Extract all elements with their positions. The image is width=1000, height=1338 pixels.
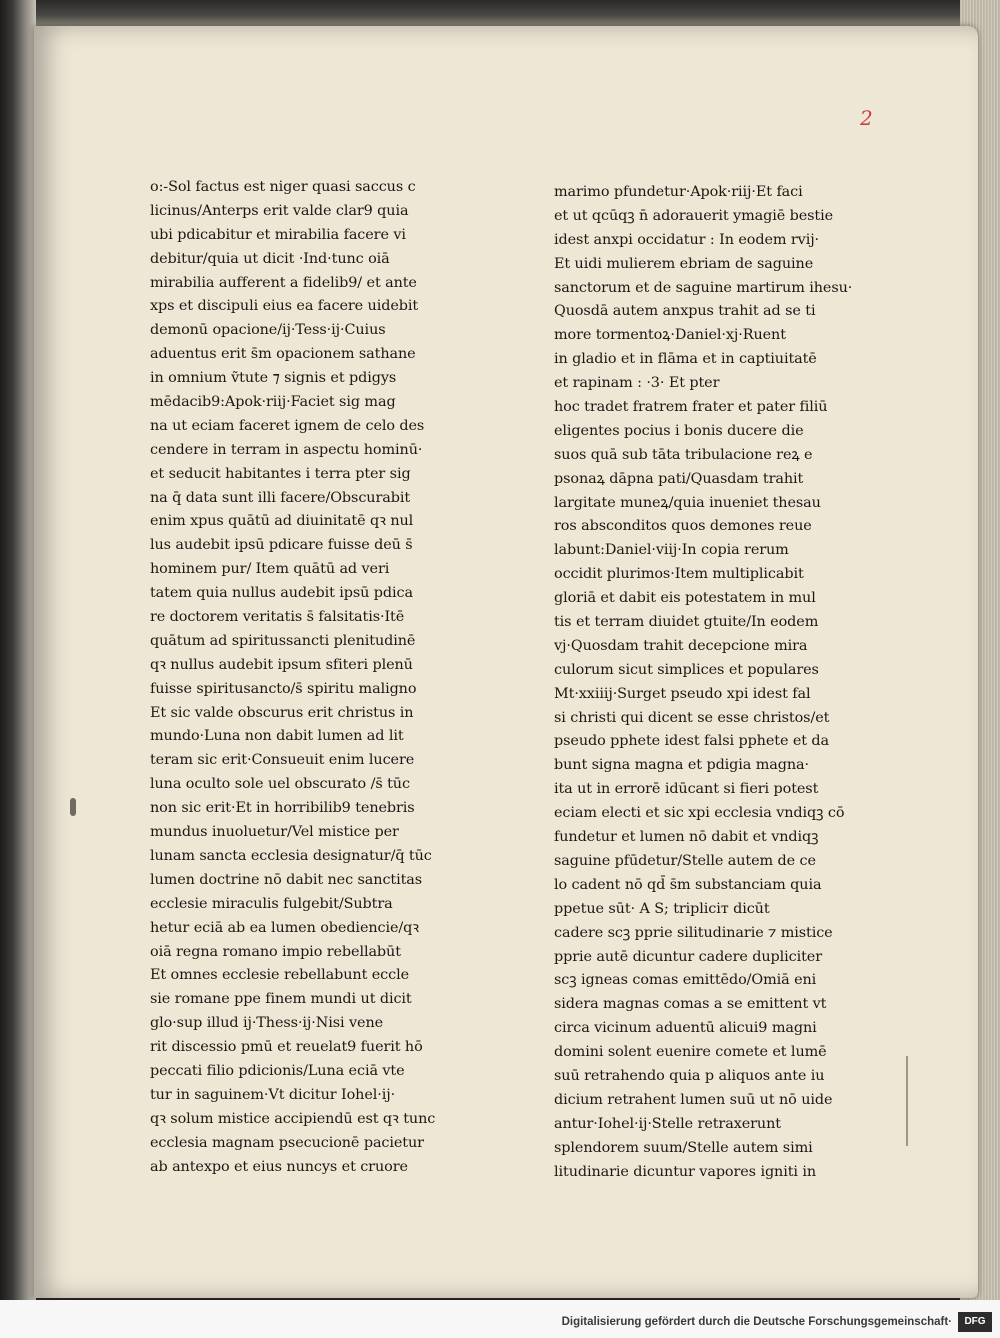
text-line-left: xps et discipuli eius ea facere uidebit xyxy=(150,298,419,315)
text-line-right: sidera magnas comas a se emittent vt xyxy=(554,996,827,1013)
text-line-left: mēdacib9:Apok·riij·Faciet sig mag xyxy=(150,394,396,411)
text-line-right: more tormentoꝝ·Daniel·xj·Ruent xyxy=(554,327,786,344)
text-line-left: glo·sup illud ij·Thess·ij·Nisi vene xyxy=(150,1015,384,1032)
text-line-right: psonaꝝ dāpna pati/Quasdam trahit xyxy=(554,470,804,487)
text-line-right: litudinarie dicuntur vapores igniti in xyxy=(554,1163,817,1180)
text-line-right: suū retrahendo quia p aliquos ante iu xyxy=(554,1067,825,1084)
text-line-right: fundetur et lumen nō dabit et vndiqꝫ xyxy=(554,829,819,846)
text-line-left: hominem pur/ Item quātū ad veri xyxy=(150,561,390,578)
text-line-right: ppetue sūt· A S; tripliciт dicūt xyxy=(554,900,770,917)
text-line-right: saguine pfūdetur/Stelle autem de ce xyxy=(554,852,816,869)
text-line-right: eligentes pocius i bonis ducere die xyxy=(554,422,804,439)
text-line-left: qꝛ solum mistice accipiendū est qꝛ tunc xyxy=(150,1110,436,1127)
text-line-left: ecclesie miraculis fulgebit/Subtra xyxy=(150,895,393,912)
text-line-right: occidit plurimos·Item multiplicabit xyxy=(554,566,804,583)
footer-credit: Digitalisierung gefördert durch die Deutsche Forschungsgemeinschaft· xyxy=(561,1316,952,1328)
text-line-left: non sic erit·Et in horribilib9 tenebris xyxy=(150,800,415,817)
text-line-right: Mt·xxiiij·Surget pseudo xpi idest fal xyxy=(554,685,811,702)
text-line-right: et ut qcūqꝫ n̄ adorauerit ymagiē bestie xyxy=(554,207,834,224)
text-line-right: gloriā et dabit eis potestatem in mul xyxy=(554,590,816,607)
dfg-logo: DFG xyxy=(958,1312,992,1332)
digitization-footer xyxy=(0,1300,1000,1338)
text-line-right: labunt:Daniel·viij·In copia rerum xyxy=(554,542,789,559)
text-line-left: demonū opacione/ij·Tess·ij·Cuius xyxy=(150,322,386,339)
text-line-left: na q̄ data sunt illi facere/Obscurabit xyxy=(150,489,411,506)
text-line-right: suos quā sub tāta tribulacione reꝝ e xyxy=(554,446,813,463)
text-line-right: eciam electi et sic xpi ecclesia vndiqꝫ cō xyxy=(554,805,845,822)
text-line-right: dicium retrahent lumen suū ut nō uide xyxy=(554,1091,833,1108)
text-line-right: tis et terram diuidet gtuite/In eodem xyxy=(554,614,819,631)
text-line-right: largitate muneꝝ/quia inueniet thesau xyxy=(554,494,821,511)
text-line-left: debitur/quia ut dicit ·Ind·tunc oiā xyxy=(150,250,390,267)
text-line-right: ros absconditos quos demones reue xyxy=(554,518,812,535)
text-line-left: lus audebit ipsū pdicare fuisse deū s̄ xyxy=(150,537,413,554)
text-line-left: tatem quia nullus audebit ipsū pdica xyxy=(150,585,413,602)
text-line-right: vj·Quosdam trahit decepcione mira xyxy=(554,637,808,654)
text-line-left: mirabilia aufferent a fidelib9/ et ante xyxy=(150,274,417,291)
left-text-column xyxy=(150,176,482,1179)
text-line-right: domini solent euenire comete et lumē xyxy=(554,1044,827,1061)
text-line-right: sanctorum et de saguine martirum ihesu· xyxy=(554,279,853,296)
text-line-left: quātum ad spiritussancti plenitudinē xyxy=(150,632,416,649)
text-line-right: scꝫ igneas comas emittēdo/Omiā eni xyxy=(554,972,817,989)
text-line-right: si christi qui dicent se esse christos/et xyxy=(554,709,830,726)
margin-ink-mark xyxy=(70,798,76,816)
text-line-left: oiā regna romano impio rebellabūt xyxy=(150,943,401,960)
text-line-right: et rapinam : ·3· Et pter xyxy=(554,375,720,392)
text-line-left: Et omnes ecclesie rebellabunt eccle xyxy=(150,967,410,984)
text-line-right: splendorem suum/Stelle autem simi xyxy=(554,1139,813,1156)
text-line-right: pprie autē dicuntur cadere dupliciter xyxy=(554,948,823,965)
text-line-left: re doctorem veritatis s̄ falsitatis·Itē xyxy=(150,609,405,626)
text-line-right: pseudo pphete idest falsi pphete et da xyxy=(554,733,830,750)
text-line-left: enim xpus quātū ad diuinitatē qꝛ nul xyxy=(150,513,414,530)
text-line-left: peccati filio pdicionis/Luna eciā vte xyxy=(150,1062,405,1079)
text-line-right: ita ut in errorē idūcant si fieri potest xyxy=(554,781,819,798)
text-line-right: culorum sicut simplices et populares xyxy=(554,661,819,678)
text-line-left: aduentus erit s̄m opacionem sathane xyxy=(150,346,416,363)
text-line-right: hoc tradet fratrem frater et pater filiū xyxy=(554,399,828,416)
text-line-right: lo cadent nō qd̄ s̄m substanciam quia xyxy=(554,876,822,893)
text-line-left: mundo·Luna non dabit lumen ad lit xyxy=(150,728,404,745)
parchment-page xyxy=(34,26,978,1298)
folio-number: 2 xyxy=(860,106,873,130)
text-line-left: rit discessio pmū et reuelat9 fuerit hō xyxy=(150,1039,423,1056)
text-line-left: fuisse spiritusancto/s̄ spiritu maligno xyxy=(150,680,417,697)
text-line-left: luna oculto sole uel obscurato /s̄ tūc xyxy=(150,776,410,793)
text-line-right: in gladio et in flāma et in captiuitatē xyxy=(554,351,817,368)
text-line-left: o:-Sol factus est niger quasi saccus c xyxy=(150,179,416,195)
book-gutter xyxy=(0,0,36,1300)
text-line-left: mundus inuoluetur/Vel mistice per xyxy=(150,824,399,841)
text-line-left: licinus/Anterps erit valde clar9 quia xyxy=(150,202,409,219)
text-line-right: Quosdā autem anxpus trahit ad se ti xyxy=(554,303,816,320)
text-line-left: ab antexpo et eius nuncys et cruore xyxy=(150,1158,408,1175)
marginal-rule xyxy=(906,1056,908,1146)
text-line-right: antur·Iohel·ij·Stelle retraxerunt xyxy=(554,1115,781,1132)
text-line-left: et seducit habitantes i terra pter sig xyxy=(150,465,411,482)
text-line-left: ecclesia magnam psecucionē pacietur xyxy=(150,1134,424,1151)
text-line-left: hetur eciā ab ea lumen obediencie/qꝛ xyxy=(150,919,419,936)
text-line-right: idest anxpi occidatur : In eodem rvij· xyxy=(554,231,820,248)
text-line-left: lumen doctrine nō dabit nec sanctitas xyxy=(150,871,423,888)
text-line-right: bunt signa magna et pdigia magna· xyxy=(554,757,810,774)
text-line-left: na ut eciam faceret ignem de celo des xyxy=(150,417,425,434)
right-text-column xyxy=(554,181,902,1184)
text-line-right: circa vicinum aduentū alicui9 magni xyxy=(554,1020,817,1037)
text-line-right: cadere scꝫ pprie silitudinarie ⁊ mistice xyxy=(554,924,833,941)
text-line-left: tur in saguinem·Vt dicitur Iohel·ij· xyxy=(150,1086,396,1103)
text-line-left: Et sic valde obscurus erit christus in xyxy=(150,704,414,721)
text-line-left: qꝛ nullus audebit ipsum sfiteri plenū xyxy=(150,656,413,673)
text-line-left: lunam sancta ecclesia designatur/q̄ tūc xyxy=(150,847,432,864)
text-line-left: in omnium ṽtute ⁊ signis et pdigys xyxy=(150,370,397,387)
text-line-left: teram sic erit·Consueuit enim lucere xyxy=(150,752,415,769)
text-line-left: cendere in terram in aspectu hominū· xyxy=(150,441,423,458)
text-line-left: sie romane ppe finem mundi ut dicit xyxy=(150,991,412,1008)
text-line-right: Et uidi mulierem ebriam de saguine xyxy=(554,255,814,272)
text-line-right: marimo pfundetur·Apok·riij·Et faci xyxy=(554,184,803,200)
text-line-left: ubi pdicabitur et mirabilia facere vi xyxy=(150,226,406,243)
